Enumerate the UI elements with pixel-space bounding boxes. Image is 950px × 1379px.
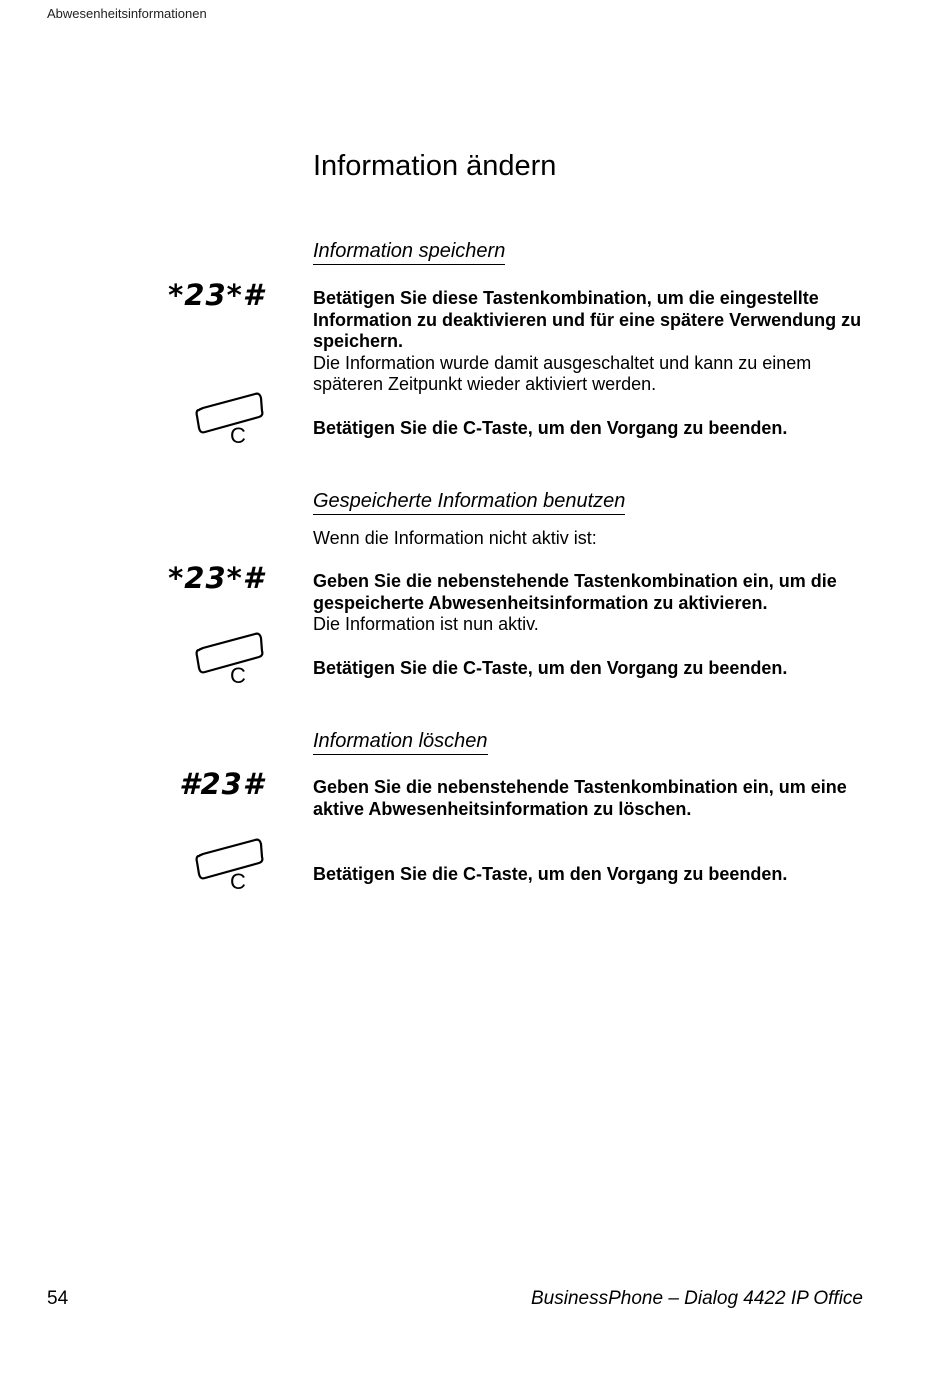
instruction-activate xyxy=(313,571,873,636)
running-header: Abwesenheitsinformationen xyxy=(47,6,207,21)
instruction-delete-bold: Geben Sie die nebenstehende Tastenkombination ein, um eine aktive Abwesenheitsinformation zu löschen. xyxy=(313,777,847,819)
c-key-instruction-activate-text: Betätigen Sie die C-Taste, um den Vorgang zu beenden. xyxy=(313,658,788,678)
key-sequence-activate: *23*# xyxy=(168,561,264,595)
c-key-instruction-activate xyxy=(313,658,873,680)
c-key-instruction-store xyxy=(313,418,873,440)
instruction-delete xyxy=(313,777,873,820)
section-heading-loeschen: Information löschen xyxy=(313,730,488,755)
c-key-instruction-store-text: Betätigen Sie die C-Taste, um den Vorgang zu beenden. xyxy=(313,418,788,438)
section-heading-speichern: Information speichern xyxy=(313,240,505,265)
section-heading-benutzen: Gespeicherte Information benutzen xyxy=(313,490,625,515)
instruction-store xyxy=(313,288,873,396)
page-number: 54 xyxy=(47,1288,69,1309)
page-title: Information ändern xyxy=(313,150,557,182)
footer-product-title: BusinessPhone – Dialog 4422 IP Office xyxy=(531,1288,863,1309)
instruction-store-note: Die Information wurde damit ausgeschaltet und kann zu einem späteren Zeitpunkt wieder aktiviert werden. xyxy=(313,352,812,394)
key-sequence-delete: #23# xyxy=(179,767,264,801)
c-key-label: C xyxy=(230,869,246,894)
c-key-icon xyxy=(193,836,267,898)
c-key-instruction-delete xyxy=(313,864,873,886)
c-key-label: C xyxy=(230,663,246,688)
c-key-icon xyxy=(193,390,267,452)
instruction-activate-bold: Geben Sie die nebenstehende Tastenkombination ein, um die gespeicherte Abwesenheitsinformation zu aktivieren. xyxy=(313,571,837,613)
c-key-icon xyxy=(193,630,267,692)
c-key-instruction-delete-text: Betätigen Sie die C-Taste, um den Vorgang zu beenden. xyxy=(313,864,788,884)
instruction-store-bold: Betätigen Sie diese Tastenkombination, um die eingestellte Information zu deaktivieren und für eine spätere Verwendung zu speichern. xyxy=(313,288,862,351)
instruction-activate-note: Die Information ist nun aktiv. xyxy=(313,614,539,634)
key-sequence-store: *23*# xyxy=(168,278,264,312)
c-key-label: C xyxy=(230,423,246,448)
condition-text: Wenn die Information nicht aktiv ist: xyxy=(313,528,597,548)
